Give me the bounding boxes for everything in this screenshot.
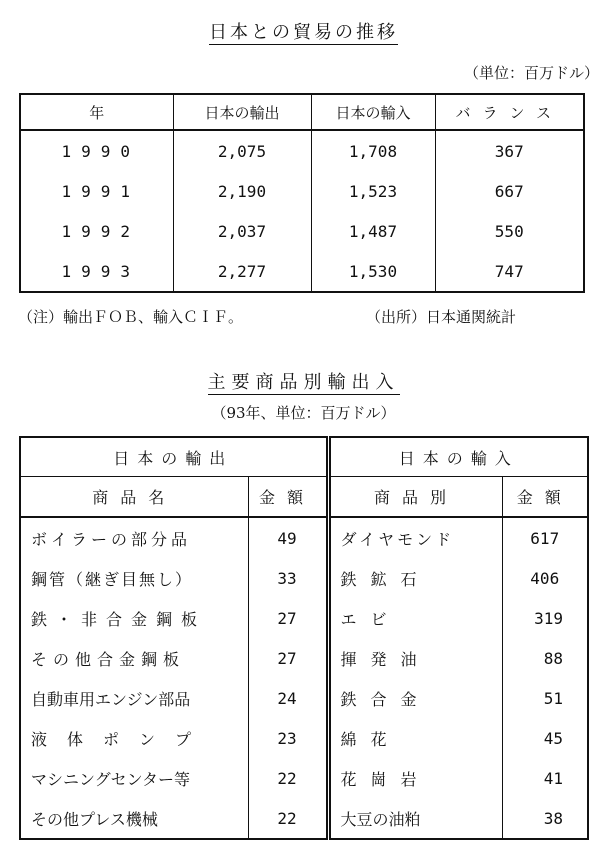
table-row <box>20 798 588 839</box>
trade-table <box>19 93 585 293</box>
export-item-amount: 33 <box>248 558 328 598</box>
table-row <box>20 718 588 758</box>
goods-unit: （93年、単位：百万ドル） <box>211 404 396 422</box>
year-cell: 1991 <box>61 181 141 201</box>
header-export: 日本の輸出 <box>173 94 311 130</box>
table-row <box>20 678 588 718</box>
balance-cell: 667 <box>435 171 584 211</box>
import-item-amount: 38 <box>502 798 588 839</box>
import-item-name: 鉄合金 <box>328 678 502 718</box>
export-item-amount: 49 <box>248 517 328 558</box>
export-item-name: 鋼管（継ぎ目無し） <box>31 569 194 589</box>
header-balance: バランス <box>435 94 584 130</box>
import-item-name: 花崗岩 <box>328 758 502 798</box>
import-cell: 1,708 <box>311 130 435 171</box>
import-item-amount: 41 <box>502 758 588 798</box>
import-item-name: エビ <box>328 598 502 638</box>
balance-cell: 550 <box>435 211 584 251</box>
balance-cell: 367 <box>435 130 584 171</box>
import-item-name: 鉄鉱石 <box>328 558 502 598</box>
export-item-amount: 24 <box>248 678 328 718</box>
export-item-name: 自動車用エンジン部品 <box>31 689 191 709</box>
import-cell: 1,487 <box>311 211 435 251</box>
goods-group-header-row <box>20 437 588 477</box>
table-row <box>20 251 584 292</box>
import-cell: 1,530 <box>311 251 435 292</box>
goods-title: 主要商品別輸出入 <box>207 372 400 393</box>
export-item-name: マシニングセンター等 <box>31 769 191 789</box>
import-amount-header: 金額 <box>502 477 588 518</box>
header-year: 年 <box>20 94 173 130</box>
import-name-header: 商品別 <box>328 477 502 518</box>
table-row <box>20 638 588 678</box>
export-group-header: 日本の輸出 <box>20 437 328 477</box>
goods-column-header-row <box>20 477 588 518</box>
year-cell: 1992 <box>61 221 141 241</box>
export-item-amount: 27 <box>248 638 328 678</box>
import-item-name: 大豆の油粕 <box>328 798 502 839</box>
export-item-amount: 22 <box>248 798 328 839</box>
export-cell: 2,037 <box>173 211 311 251</box>
import-item-amount: 319 <box>502 598 588 638</box>
import-cell: 1,523 <box>311 171 435 211</box>
year-cell: 1993 <box>61 261 141 281</box>
table-row <box>20 211 584 251</box>
trade-source: （出所）日本通関統計 <box>366 308 517 326</box>
trade-unit: （単位：百万ドル） <box>463 64 599 82</box>
export-amount-header: 金額 <box>248 477 328 518</box>
table-row <box>20 598 588 638</box>
table-row <box>20 758 588 798</box>
import-item-name: ダイヤモンド <box>328 517 502 558</box>
export-item-name: 液体ポンプ <box>31 729 212 749</box>
header-import: 日本の輸入 <box>311 94 435 130</box>
balance-cell: 747 <box>435 251 584 292</box>
table-row <box>20 171 584 211</box>
export-cell: 2,277 <box>173 251 311 292</box>
import-item-name: 綿花 <box>328 718 502 758</box>
export-cell: 2,190 <box>173 171 311 211</box>
export-item-name: 鉄・非合金鋼板 <box>31 609 207 629</box>
import-item-name: 揮発油 <box>328 638 502 678</box>
import-item-amount: 617 <box>502 517 588 558</box>
export-item-name: その他プレス機械 <box>31 809 158 829</box>
export-item-name: その他合金鋼板 <box>31 649 186 669</box>
import-item-amount: 406 <box>502 558 588 598</box>
import-item-amount: 88 <box>502 638 588 678</box>
table-row <box>20 558 588 598</box>
import-group-header: 日本の輸入 <box>328 437 588 477</box>
export-cell: 2,075 <box>173 130 311 171</box>
goods-table <box>19 436 589 840</box>
trade-header-row <box>20 94 584 130</box>
export-item-amount: 27 <box>248 598 328 638</box>
trade-title: 日本との貿易の推移 <box>209 22 398 43</box>
table-row <box>20 517 588 558</box>
import-item-amount: 51 <box>502 678 588 718</box>
year-cell: 1990 <box>61 141 141 161</box>
export-item-amount: 23 <box>248 718 328 758</box>
export-name-header: 商品名 <box>20 477 248 518</box>
export-item-name: ボイラーの部分品 <box>31 529 192 549</box>
trade-note: （注）輸出ＦＯＢ、輸入ＣＩＦ。 <box>18 308 244 326</box>
export-item-amount: 22 <box>248 758 328 798</box>
table-row <box>20 130 584 171</box>
import-item-amount: 45 <box>502 718 588 758</box>
